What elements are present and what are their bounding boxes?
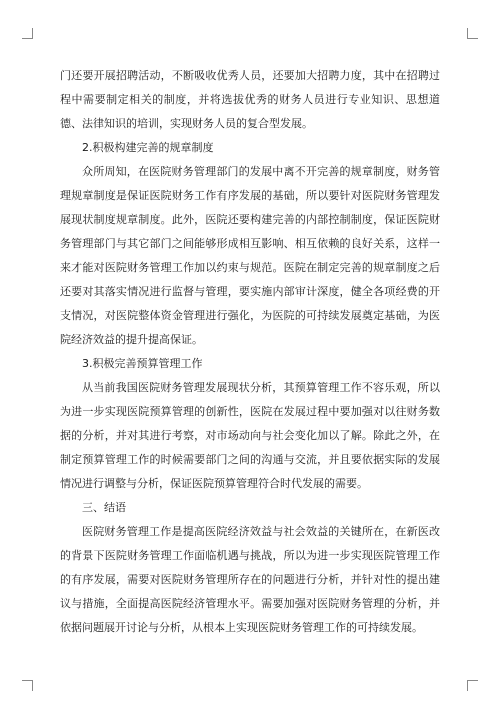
crop-mark-top-right [467,28,478,39]
crop-mark-top-left [22,28,33,39]
crop-mark-bottom-left [22,680,33,691]
paragraph-continued: 门还要开展招聘活动，不断吸收优秀人员，还要加大招聘力度，其中在招聘过程中需要制定相关的制度，并将选拔优秀的财务人员进行专业知识、思想道德、法律知识的培训，实现财务人员的复合型发展。 [60,69,440,130]
section-heading-regulations: 2.积极构建完善的规章制度 [82,141,214,154]
paragraph-regulations: 众所周知，在医院财务管理部门的发展中离不开完善的规章制度，财务管理规章制度是保证医院财务工作有序发展的基础，所以要针对医院财务管理发展现状制度规章制度。此外，医院还要构建完善的内部控制制度，保证医院财务管理部门与其它部门之间能够形成相互影响、相互依赖的良好关系，这样一来才能对医院财务管理工作加以约束与规范。医院在制定完善的规章制度之后还要对其落实情况进行监督与管理，要实施内部审计深度，健全各项经费的开支情况，对医院整体资金管理进行强化，为医院的可持续发展奠定基础，为医院经济效益的提升提高保证。 [60,165,440,346]
paragraph-budget: 从当前我国医院财务管理发展现状分析，其预算管理工作不容乐观，所以为进一步实现医院预算管理的创新性，医院在发展过程中要加强对以往财务数据的分析，并对其进行考察，对市场动向与社会变化加以了解。除此之外，在制定预算管理工作的时候需要部门之间的沟通与交流，并且要依据实际的发展情况进行调整与分析，保证医院预算管理符合时代发展的需要。 [60,381,440,490]
document-body [60,64,440,640]
section-heading-budget: 3.积极完善预算管理工作 [82,357,203,370]
crop-mark-bottom-right [467,680,478,691]
section-heading-conclusion: 三、结语 [82,501,126,514]
paragraph-conclusion: 医院财务管理工作是提高医院经济效益与社会效益的关键所在，在新医改的背景下医院财务管理工作面临机遇与挑战，所以为进一步实现医院管理工作的有序发展，需要对医院财务管理所存在的问题进行分析，并针对性的提出建议与措施，全面提高医院经济管理水平。需要加强对医院财务管理的分析，并依据问题展开讨论与分析，从根本上实现医院财务管理工作的可持续发展。 [60,525,440,634]
